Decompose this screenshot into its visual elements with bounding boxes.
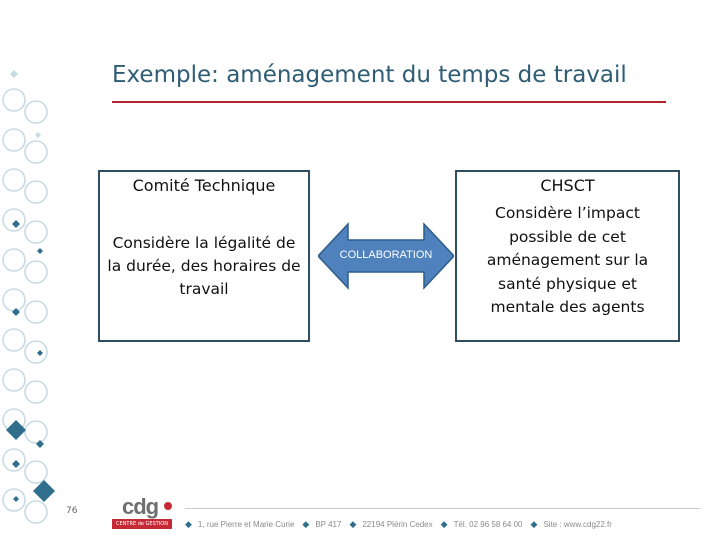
logo-subtext: CENTRE de GESTION [112, 519, 172, 529]
footer-item [185, 519, 294, 530]
slide-title: Exemple: aménagement du temps de travail [112, 62, 627, 88]
decorative-pattern [0, 60, 58, 540]
logo-dot-icon [164, 502, 172, 510]
footer-rule [185, 508, 700, 509]
diamond-bullet-icon: ◆ [440, 518, 448, 529]
cdg-logo: cdg [122, 494, 159, 519]
diamond-bullet-icon: ◆ [349, 518, 357, 529]
comite-technique-text: Considère la légalité de la durée, des horaires de travail [107, 234, 301, 298]
comite-technique-heading: Comité Technique [132, 176, 276, 195]
chsct-text: Considère l’impact possible de cet aménagement sur la santé physique et mentale des agents [486, 204, 649, 316]
diamond-bullet-icon: ◆ [530, 518, 538, 529]
page-number: 76 [66, 506, 78, 516]
title-underline [112, 101, 666, 103]
footer-bp: BP 417 [315, 519, 342, 529]
footer-city: 22194 Plérin Cedex [362, 519, 433, 529]
footer-phone: Tél. 02 96 58 64 00 [453, 519, 523, 529]
collaboration-label: COLLABORATION [339, 249, 433, 261]
footer-item [349, 519, 432, 530]
diamond-bullet-icon: ◆ [185, 518, 192, 529]
comite-technique-box [98, 170, 310, 342]
chsct-box [455, 170, 680, 342]
chsct-heading: CHSCT [540, 176, 595, 195]
footer-website[interactable]: Site : www.cdg22.fr [543, 519, 612, 529]
diamond-bullet-icon: ◆ [302, 518, 310, 529]
footer-item [441, 519, 523, 530]
footer-item [302, 519, 341, 530]
footer-item [531, 519, 612, 530]
footer-contact [185, 517, 668, 531]
footer-address: 1, rue Pierre et Marie Curie [197, 519, 295, 529]
